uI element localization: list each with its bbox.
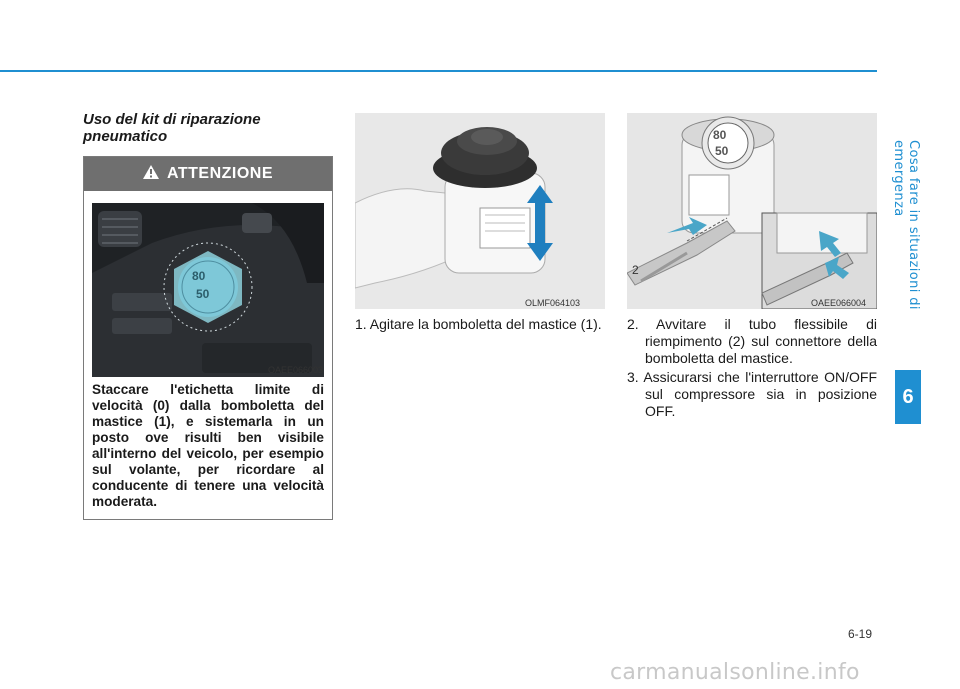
section-title: Uso del kit di riparazione pneumatico xyxy=(83,111,261,145)
warning-header-label: ATTENZIONE xyxy=(166,165,274,182)
chapter-tab xyxy=(895,370,921,424)
warning-triangle-icon xyxy=(143,165,159,184)
warning-photo-caption: OAEE066003 xyxy=(268,365,324,375)
chapter-side-title: Cosa fare in situazioni di emergenza xyxy=(891,140,921,310)
shake-canister-photo xyxy=(355,113,605,309)
right-sticker-number-top: 80 xyxy=(713,128,727,142)
right-figure-caption: OAEE066004 xyxy=(811,298,867,308)
warning-header xyxy=(84,157,332,191)
warning-body-text: Staccare l'etichetta limite di velocità (0) dalla bomboletta del mastice (1), e sistemarla in un posto ove risulti ben visibile all'interno del veicolo, per esempio sul volante, per ricordare al conducente di tenere una velocità moderata. xyxy=(92,382,324,509)
callout-number: 2 xyxy=(632,263,639,277)
sticker-number-bottom: 50 xyxy=(196,287,210,301)
step-2: 2. Avvitare il tubo flessibile di riempimento (2) sul connettore della bomboletta del mastice. xyxy=(627,316,877,366)
header-rule xyxy=(0,70,877,72)
step-1: 1. Agitare la bomboletta del mastice (1). xyxy=(355,316,602,332)
hose-connection-photo xyxy=(627,113,877,309)
page-number: 6-19 xyxy=(848,627,873,641)
sticker-number-top: 80 xyxy=(192,269,206,283)
right-sticker-number-bottom: 50 xyxy=(715,144,729,158)
dashboard-photo xyxy=(92,203,324,377)
step-3: 3. Assicurarsi che l'interruttore ON/OFF sul compressore sia in posizione OFF. xyxy=(627,369,877,419)
warning-box xyxy=(83,156,333,520)
watermark: carmanualsonline.info xyxy=(610,660,860,685)
chapter-number: 6 xyxy=(902,385,914,408)
middle-figure-caption: OLMF064103 xyxy=(525,298,581,308)
